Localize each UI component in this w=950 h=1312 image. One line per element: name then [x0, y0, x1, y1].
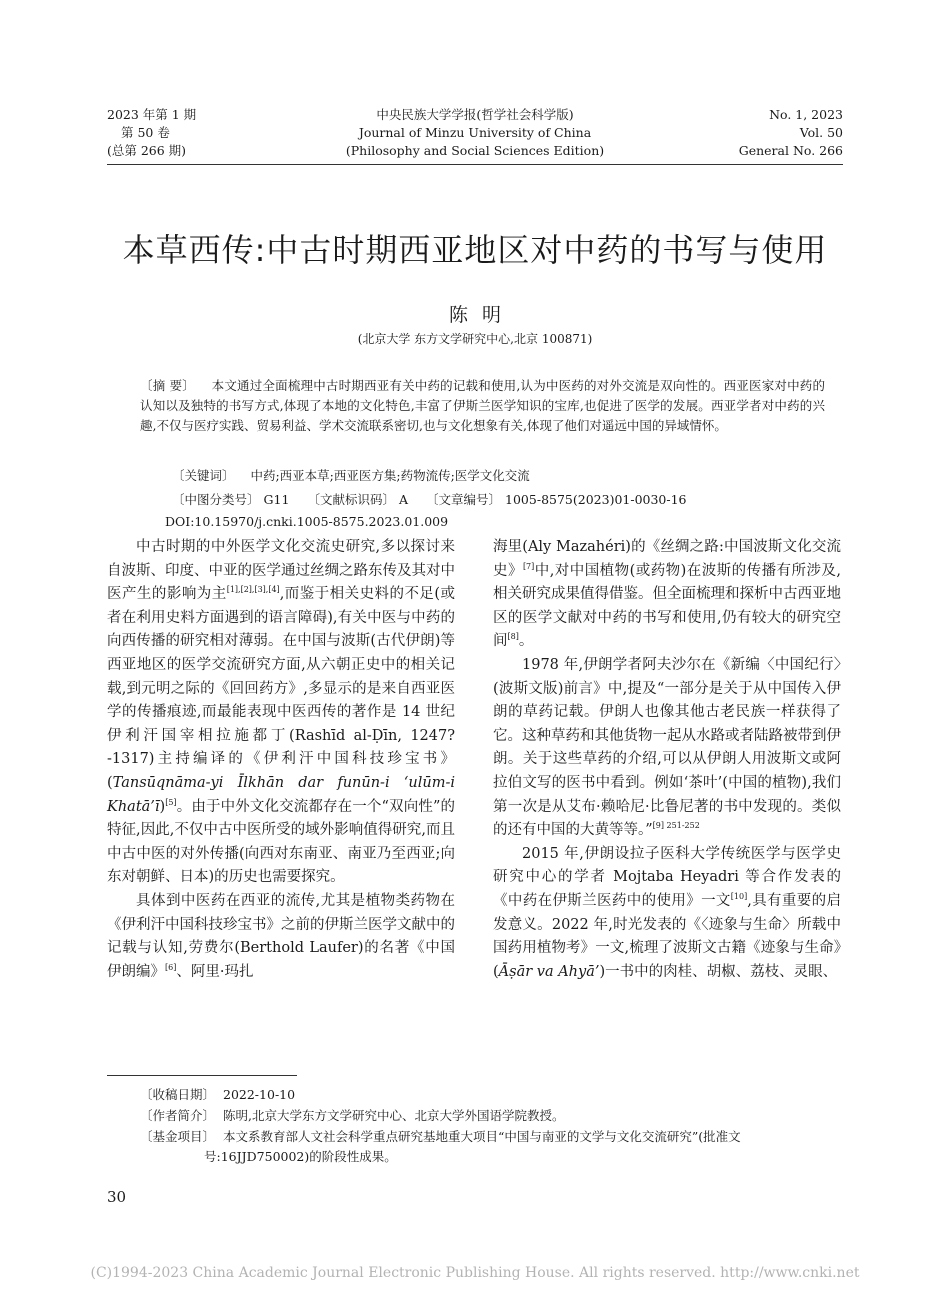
abstract-text: 本文通过全面梳理中古时期西亚有关中药的记载和使用,认为中医药的对外交流是双向性的。西亚医家对中药的认知以及独特的书写方式,体现了本地的文化特色,丰富了伊斯兰医学知识的宝库,也促进了医学的发展。西亚学者对中药的兴趣,不仅与医疗实践、贸易利益、学术交流联系密切,也与文化想象有关,体现了他们对遥远中国的异域情怀。 — [140, 378, 825, 433]
body-paragraph: 具体到中医药在西亚的流传,尤其是植物类药物在《伊利汗中国科技珍宝书》之前的伊斯兰医学文献中的记载与认知,劳费尔(Berthold Laufer)的名著《中国伊朗编》[6]、阿里·玛扎 — [107, 892, 455, 980]
header-divider — [107, 164, 843, 165]
header-volume-en: Vol. 50 — [799, 125, 843, 140]
header-issue-en: No. 1, 2023 — [769, 107, 843, 122]
citation: [7] — [522, 561, 535, 571]
citation: [8] — [507, 632, 519, 642]
body-paragraph: 2015 年,伊朗设拉子医科大学传统医学与医学史研究中心的学者 Mojtaba Heyadri 等合作发表的《中药在伊斯兰医药中的使用》一文[10],具有重要的启发意义。2022 年,时光发表的《〈迹象与生命〉所载中国药用植物考》一文,梳理了波斯文古籍《迹象与生命》(Āṣār va Ahyā’)一书中的肉桂、胡椒、荔枝、灵眼、 — [493, 845, 842, 980]
body-column-left — [107, 536, 455, 984]
journal-edition-en: (Philosophy and Social Sciences Edition) — [345, 143, 605, 158]
keywords-text: 中药;西亚本草;西亚医方集;药物流传;医学文化交流 — [250, 468, 530, 483]
header-journal — [300, 106, 650, 160]
doi: DOI:10.15970/j.cnki.1005-8575.2023.01.009 — [165, 514, 449, 529]
header-issue: 2023 年第 1 期 — [107, 107, 197, 122]
footnote-author — [140, 1106, 845, 1126]
author-bio: 陈明,北京大学东方文学研究中心、北京大学外国语学院教授。 — [223, 1108, 565, 1123]
received-label: 〔 收稿日期 〕 — [140, 1087, 215, 1102]
article-number-value: 1005-8575(2023)01-0030-16 — [505, 492, 687, 507]
body-paragraph: 1978 年,伊朗学者阿夫沙尔在《新编〈中国纪行〉(波斯文版)前言》中,提及“一部分是关于从中国传入伊朗的草药记载。伊朗人也像其他古老民族一样获得了它。这种草药和其他货物一起从水路或者陆路被带到伊朗。关于这些草药的介绍,可以从伊朗人用波斯文或阿拉伯文写的医书中看到。例如‘茶叶’(中国的植物),我们第一次是从艾布·赖哈尼·比鲁尼著的书中发现的。类似的还有中国的大黄等等。”$^{[9] 251-252}$ — [493, 656, 841, 839]
persian-title: Tansūqnāma-yi Īlkhān dar funūn-i ‘ulūm-i Khatā’ī — [107, 774, 455, 815]
fund-label: 〔 基金项目 〕 — [140, 1129, 215, 1144]
fund-text-continued: 号:16JJD750002)的阶段性成果。 — [204, 1149, 397, 1164]
page-number: 30 — [107, 1188, 127, 1206]
body-column-right — [493, 536, 841, 984]
classification-line — [172, 490, 687, 508]
citation: [6] — [165, 962, 177, 972]
header-issue-info — [107, 106, 196, 160]
footnote-received — [140, 1085, 845, 1105]
abstract-label: 〔 摘 要 〕 — [140, 378, 195, 393]
fund-text: 本文系教育部人文社会科学重点研究基地重大项目“中国与南亚的文学与文化交流研究”(批准文 — [223, 1129, 741, 1144]
keywords-label: 〔 关键词 〕 — [172, 468, 235, 483]
body-paragraph: 中古时期的中外医学文化交流史研究,多以探讨来自波斯、印度、中亚的医学通过丝绸之路东传及其对中医产生的影响为主[1],[2],[3],[4],而鉴于相关史料的不足(或者在利用史料方面遇到的语言障碍),有关中医与中药的向西传播的研究相对薄弱。在中国与波斯(古代伊朗)等西亚地区的医学交流研究方面,从六朝正史中的相关记载,到元明之际的《回回药方》,多显示的是来自西亚医学的传播痕迹,而最能表现中医西传的著作是 14 世纪伊利汗国宰相拉施都丁(Rashīd al-Ḍīn, 1247? -1317)主持编译的《伊利汗中国科技珍宝书》(Tansūqnāma-yi Īlkhān dar funūn-i ‘ulūm-i Khatā’ī)[5]。由于中外文化交流都存在一个“双向性”的特征,因此,不仅中古中医所受的域外影响值得研究,而且中古中医的对外传播(向西对东南亚、南亚乃至西亚;向东对朝鲜、日本)的历史也需要探究。 — [107, 539, 456, 886]
article-title: 本草西传:中古时期西亚地区对中药的书写与使用 — [122, 231, 828, 269]
citation: [1],[2],[3],[4] — [226, 585, 280, 595]
abstract — [140, 376, 825, 436]
author-bio-label: 〔 作者简介 〕 — [140, 1108, 215, 1123]
received-date: 2022-10-10 — [223, 1087, 296, 1102]
copyright-footer: (C)1994-2023 China Academic Journal Electronic Publishing House. All rights reserved. http://www.cnki.net — [90, 1265, 860, 1281]
citation: [9] 251-252 — [652, 821, 700, 831]
journal-name-en: Journal of Minzu University of China — [358, 125, 592, 140]
persian-title: Āṣār va Ahyā’ — [498, 963, 600, 980]
clc-value: G11 — [263, 492, 290, 507]
journal-name-cn: 中央民族大学学报(哲学社会科学版) — [376, 107, 574, 122]
header-total-number: (总第 266 期) — [107, 143, 187, 158]
author-name: 陈明 — [448, 304, 515, 326]
doc-code-label: 〔 文献标识码 〕 — [307, 492, 395, 507]
body-paragraph: 海里(Aly Mazahéri)的《丝绸之路:中国波斯文化交流史》[7]中,对中国植物(或药物)在波斯的传播有所涉及,相关研究成果值得借鉴。但全面梳理和探析中古西亚地区的医学文献对中药的书写和使用,仍有较大的研究空间[8]。 — [493, 539, 842, 650]
author-affiliation: (北京大学 东方文学研究中心,北京 100871) — [357, 332, 593, 346]
footnote-fund — [140, 1127, 845, 1167]
header-issue-info-en — [739, 106, 843, 160]
doc-code-value: A — [398, 492, 408, 507]
keywords — [172, 466, 530, 484]
citation: [5] — [165, 797, 177, 807]
citation: [10] — [730, 891, 748, 901]
header-general-number: General No. 266 — [738, 143, 843, 158]
footnote-divider — [107, 1075, 297, 1076]
article-number-label: 〔 文章编号 〕 — [426, 492, 501, 507]
header-volume: 第 50 卷 — [121, 125, 170, 140]
clc-label: 〔 中图分类号 〕 — [172, 492, 260, 507]
